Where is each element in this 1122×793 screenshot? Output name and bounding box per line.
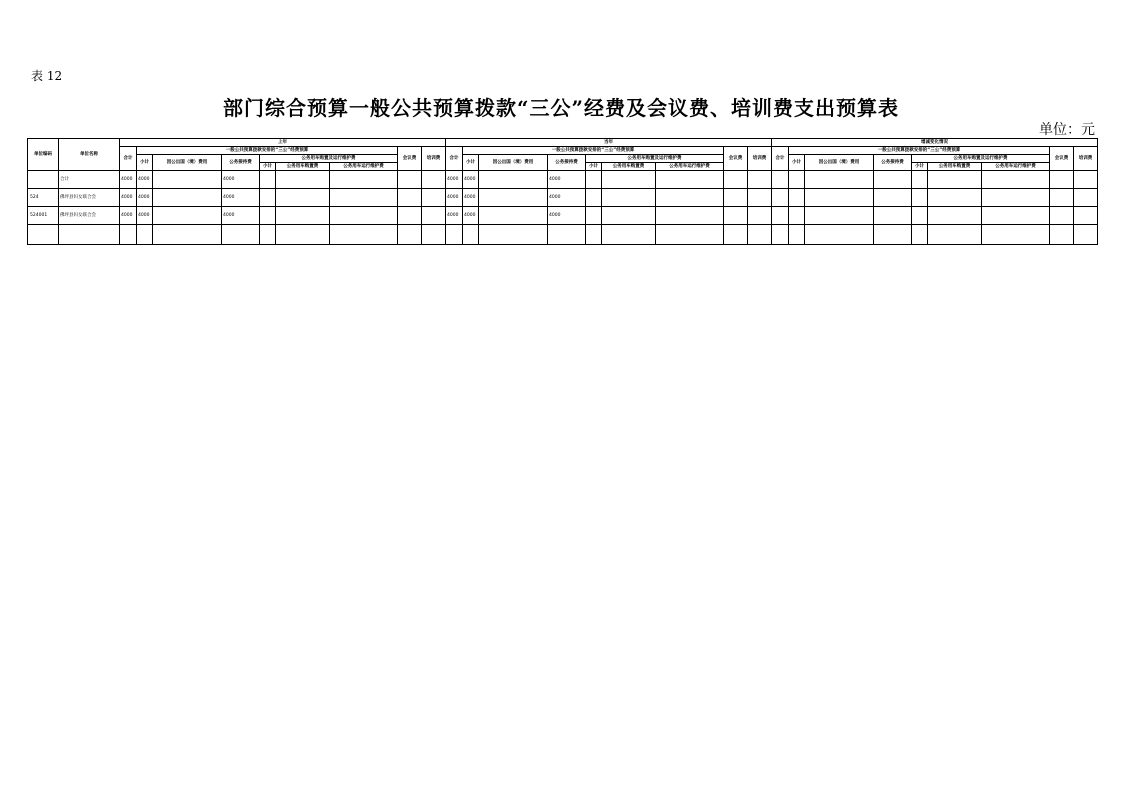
table-row [28,171,1098,189]
header-subgroup: 一般公共预算拨款安排的“三公”经费预算 [463,147,724,155]
cell-unit-code: 524001 [28,207,59,225]
cell-prev-meeting [398,207,422,225]
header-vehicle-purchase: 公务用车购置费 [602,163,656,171]
table-row [28,207,1098,225]
cell-cur-abroad [479,171,548,189]
cell-chg-abroad [805,189,874,207]
header-group-prev-year: 上年 [120,139,446,147]
cell-cur-abroad [479,207,548,225]
header-subgroup: 一般公共预算拨款安排的“三公”经费预算 [789,147,1050,155]
header-row-3 [28,155,1098,163]
cell-cur-total: 4000 [446,171,463,189]
header-group-change: 增减变化情况 [772,139,1098,147]
header-row-2 [28,147,1098,155]
cell-cur-meeting [724,207,748,225]
cell-chg-total [772,225,789,245]
cell-prev-subtotal: 4000 [137,171,153,189]
cell-chg-vehicle-subtotal [912,225,928,245]
cell-prev-vehicle-maintenance [330,207,398,225]
cell-prev-training [422,189,446,207]
cell-prev-training [422,225,446,245]
cell-prev-total [120,225,137,245]
cell-unit-code [28,171,59,189]
cell-chg-meeting [1050,171,1074,189]
cell-cur-training [748,189,772,207]
cell-prev-total: 4000 [120,171,137,189]
cell-prev-meeting [398,189,422,207]
cell-cur-subtotal [463,225,479,245]
header-reception: 公务接待费 [548,155,586,171]
header-vehicle: 公务用车购置及运行维护费 [586,155,724,163]
cell-chg-training [1074,171,1098,189]
cell-prev-subtotal [137,225,153,245]
cell-chg-vehicle-subtotal [912,207,928,225]
cell-cur-total: 4000 [446,189,463,207]
table-row [28,225,1098,245]
unit-label: 单位：元 [1039,122,1095,138]
header-vehicle-subtotal: 小计 [912,163,928,171]
header-total: 合计 [772,147,789,171]
cell-chg-vehicle-purchase [928,171,982,189]
cell-chg-vehicle-subtotal [912,171,928,189]
cell-chg-vehicle-purchase [928,207,982,225]
header-vehicle-purchase: 公务用车购置费 [928,163,982,171]
cell-chg-reception [874,207,912,225]
header-subtotal: 小计 [463,155,479,171]
cell-chg-reception [874,189,912,207]
cell-unit-name: 合计 [59,171,120,189]
header-total: 合计 [120,147,137,171]
cell-prev-abroad [153,207,222,225]
cell-chg-meeting [1050,207,1074,225]
header-abroad: 因公出国（境）费用 [153,155,222,171]
cell-cur-vehicle-subtotal [586,171,602,189]
cell-chg-abroad [805,171,874,189]
cell-chg-total [772,189,789,207]
cell-cur-meeting [724,189,748,207]
cell-chg-subtotal [789,225,805,245]
cell-prev-vehicle-subtotal [260,207,276,225]
cell-prev-reception: 4000 [222,207,260,225]
cell-unit-name: 佛坪县妇女联合会 [59,189,120,207]
cell-prev-total: 4000 [120,189,137,207]
cell-cur-meeting [724,225,748,245]
cell-cur-vehicle-subtotal [586,189,602,207]
header-training: 培训费 [748,147,772,171]
cell-prev-abroad [153,171,222,189]
cell-chg-vehicle-purchase [928,225,982,245]
cell-cur-training [748,207,772,225]
cell-prev-reception [222,225,260,245]
cell-prev-abroad [153,189,222,207]
cell-unit-code: 524 [28,189,59,207]
header-abroad: 因公出国（境）费用 [479,155,548,171]
header-vehicle: 公务用车购置及运行维护费 [912,155,1050,163]
cell-prev-reception: 4000 [222,171,260,189]
cell-chg-vehicle-maintenance [982,171,1050,189]
cell-chg-abroad [805,207,874,225]
cell-cur-vehicle-maintenance [656,207,724,225]
cell-cur-vehicle-subtotal [586,225,602,245]
header-unit-code: 单位编码 [28,139,59,171]
header-vehicle: 公务用车购置及运行维护费 [260,155,398,163]
header-row-1 [28,139,1098,147]
header-vehicle-maintenance: 公务用车运行维护费 [330,163,398,171]
header-subtotal: 小计 [789,155,805,171]
header-reception: 公务接待费 [874,155,912,171]
header-meeting: 会议费 [398,147,422,171]
cell-chg-vehicle-maintenance [982,189,1050,207]
cell-prev-abroad [153,225,222,245]
cell-chg-meeting [1050,225,1074,245]
cell-cur-training [748,171,772,189]
cell-chg-vehicle-maintenance [982,225,1050,245]
header-vehicle-subtotal: 小计 [586,163,602,171]
cell-prev-vehicle-maintenance [330,171,398,189]
cell-cur-total: 4000 [446,207,463,225]
cell-chg-subtotal [789,171,805,189]
cell-cur-abroad [479,225,548,245]
header-subgroup: 一般公共预算拨款安排的“三公”经费预算 [137,147,398,155]
budget-table [27,138,1098,245]
cell-chg-abroad [805,225,874,245]
cell-chg-training [1074,189,1098,207]
header-training: 培训费 [1074,147,1098,171]
header-vehicle-maintenance: 公务用车运行维护费 [656,163,724,171]
cell-cur-vehicle-purchase [602,171,656,189]
cell-cur-vehicle-subtotal [586,207,602,225]
header-vehicle-purchase: 公务用车购置费 [276,163,330,171]
cell-prev-vehicle-purchase [276,189,330,207]
cell-chg-vehicle-subtotal [912,189,928,207]
header-meeting: 会议费 [1050,147,1074,171]
cell-cur-meeting [724,171,748,189]
cell-prev-vehicle-purchase [276,207,330,225]
cell-cur-vehicle-purchase [602,207,656,225]
cell-cur-reception: 4000 [548,189,586,207]
cell-cur-subtotal: 4000 [463,207,479,225]
cell-cur-vehicle-maintenance [656,171,724,189]
cell-chg-reception [874,171,912,189]
header-unit-name: 单位名称 [59,139,120,171]
page-title: 部门综合预算一般公共预算拨款“三公”经费及会议费、培训费支出预算表 [222,96,899,120]
cell-chg-training [1074,207,1098,225]
cell-chg-meeting [1050,189,1074,207]
header-vehicle-subtotal: 小计 [260,163,276,171]
cell-prev-training [422,171,446,189]
cell-prev-vehicle-subtotal [260,171,276,189]
cell-cur-training [748,225,772,245]
header-abroad: 因公出国（境）费用 [805,155,874,171]
cell-chg-vehicle-maintenance [982,207,1050,225]
cell-chg-vehicle-purchase [928,189,982,207]
header-training: 培训费 [422,147,446,171]
cell-prev-meeting [398,225,422,245]
cell-cur-subtotal: 4000 [463,171,479,189]
cell-cur-vehicle-purchase [602,225,656,245]
table-row [28,189,1098,207]
cell-prev-vehicle-subtotal [260,225,276,245]
cell-chg-training [1074,225,1098,245]
cell-chg-reception [874,225,912,245]
cell-prev-subtotal: 4000 [137,207,153,225]
cell-prev-reception: 4000 [222,189,260,207]
cell-prev-vehicle-subtotal [260,189,276,207]
cell-cur-total [446,225,463,245]
cell-cur-reception [548,225,586,245]
cell-cur-reception: 4000 [548,207,586,225]
cell-chg-total [772,207,789,225]
header-reception: 公务接待费 [222,155,260,171]
cell-cur-reception: 4000 [548,171,586,189]
header-subtotal: 小计 [137,155,153,171]
cell-prev-subtotal: 4000 [137,189,153,207]
header-total: 合计 [446,147,463,171]
cell-prev-meeting [398,171,422,189]
table-number: 表 12 [31,69,63,83]
cell-prev-vehicle-purchase [276,225,330,245]
header-vehicle-maintenance: 公务用车运行维护费 [982,163,1050,171]
cell-chg-subtotal [789,207,805,225]
header-group-current-year: 当年 [446,139,772,147]
cell-unit-name [59,225,120,245]
cell-unit-name: 佛坪县妇女联合会 [59,207,120,225]
cell-prev-vehicle-purchase [276,171,330,189]
cell-cur-vehicle-maintenance [656,225,724,245]
cell-cur-vehicle-purchase [602,189,656,207]
header-meeting: 会议费 [724,147,748,171]
cell-cur-vehicle-maintenance [656,189,724,207]
cell-prev-vehicle-maintenance [330,189,398,207]
cell-cur-subtotal: 4000 [463,189,479,207]
cell-chg-total [772,171,789,189]
cell-cur-abroad [479,189,548,207]
cell-prev-total: 4000 [120,207,137,225]
cell-unit-code [28,225,59,245]
cell-prev-vehicle-maintenance [330,225,398,245]
cell-chg-subtotal [789,189,805,207]
cell-prev-training [422,207,446,225]
